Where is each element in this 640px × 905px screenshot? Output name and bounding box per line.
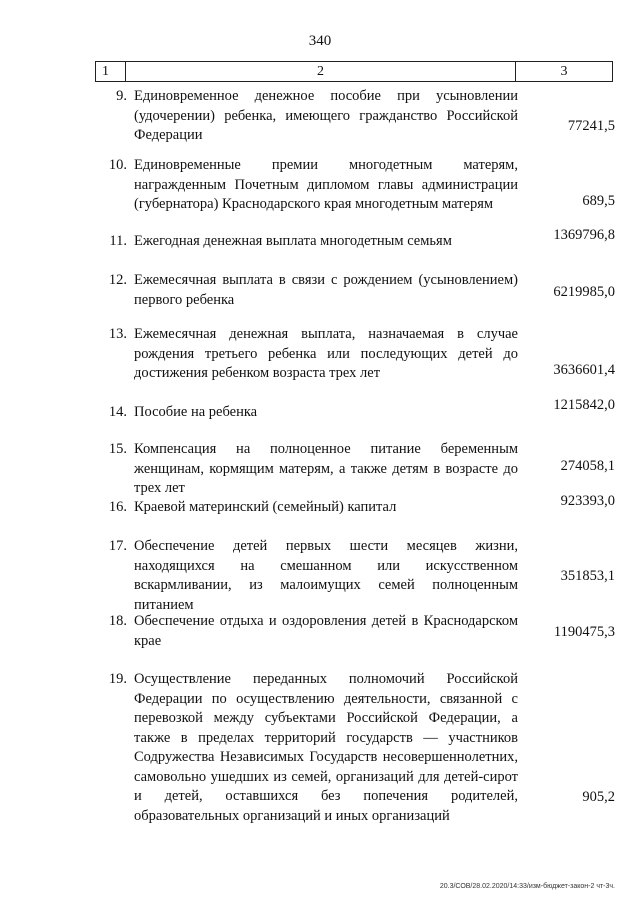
row-text: Пособие на ребенка [134,404,258,420]
row-value: 3636601,4 [553,362,615,378]
row-number: 15. [108,441,127,457]
row-number: 17. [108,538,127,554]
row-number: 10. [108,157,127,173]
table-row [95,612,615,652]
row-value: 77241,5 [567,118,615,134]
row-value: 351853,1 [560,568,615,584]
row-number: 16. [108,499,127,515]
row-number: 13. [108,326,127,342]
row-text: Обеспечение отдыха и оздоровления детей в Краснодарском крае [134,613,518,649]
table-row [95,670,615,830]
row-value: 1369796,8 [553,227,615,243]
table-row [95,440,615,496]
table-row [95,325,615,385]
row-text: Осуществление переданных полномочий Российской Федерации по осуществлению деятельности, связанной с перевозкой между субъектами Российской Федерации, а также в пределах территорий государств — участников Содружества Независимых Государств несовершеннолетних, самовольно ушедших из семей, организаций для детей-сирот и детей, оставшихся без попечения родителей, образовательных организаций и иных организаций [134,671,518,824]
table-row [95,87,615,147]
row-text: Обеспечение детей первых шести месяцев жизни, находящихся на смешанном или искусственном вскармливании, из малоимущих семей полноценным питанием [134,538,518,613]
row-number: 12. [108,272,127,288]
row-value: 923393,0 [560,493,615,509]
row-value: 1190475,3 [553,624,615,640]
row-text: Краевой материнский (семейный) капитал [134,499,397,515]
row-number: 11. [109,233,127,249]
table-header [95,61,613,82]
row-text: Ежемесячная выплата в связи с рождением (усыновлением) первого ребенка [134,272,518,308]
row-value: 6219985,0 [553,284,615,300]
row-text: Ежемесячная денежная выплата, назначаемая в случае рождения третьего ребенка или последующих детей до достижения ребенком возраста трех лет [134,326,518,381]
header-cell-3: 3 [560,63,568,79]
row-text: Ежегодная денежная выплата многодетным семьям [134,233,452,249]
table-row [95,397,615,425]
row-value: 1215842,0 [553,397,615,413]
row-number: 14. [108,404,127,420]
row-text: Единовременное денежное пособие при усыновлении (удочерении) ребенка, имеющего гражданство Российской Федерации [134,88,518,143]
row-text: Компенсация на полноценное питание беременным женщинам, кормящим матерям, а также детям в возрасте до трех лет [134,441,518,496]
header-cell-2: 2 [126,62,516,81]
row-value: 689,5 [582,193,615,209]
row-value: 905,2 [582,789,615,805]
header-cell-1: 1 [96,62,126,81]
table-row [95,537,615,613]
document-footer-code: 20.3/СОВ/28.02.2020/14:33/изм-бюджет-закон-2 чт-3ч. [439,883,615,890]
row-number: 19. [108,671,127,687]
row-value: 274058,1 [560,458,615,474]
table-row [95,271,615,311]
row-text: Единовременные премии многодетным матерям, награжденным Почетным дипломом главы администрации (губернатора) Краснодарского края многодетным матерям [134,157,518,212]
table-row [95,156,615,216]
row-number: 9. [116,88,127,104]
row-number: 18. [108,613,127,629]
table-row [95,493,615,520]
table-row [95,227,615,254]
page-number: 340 [308,33,332,49]
